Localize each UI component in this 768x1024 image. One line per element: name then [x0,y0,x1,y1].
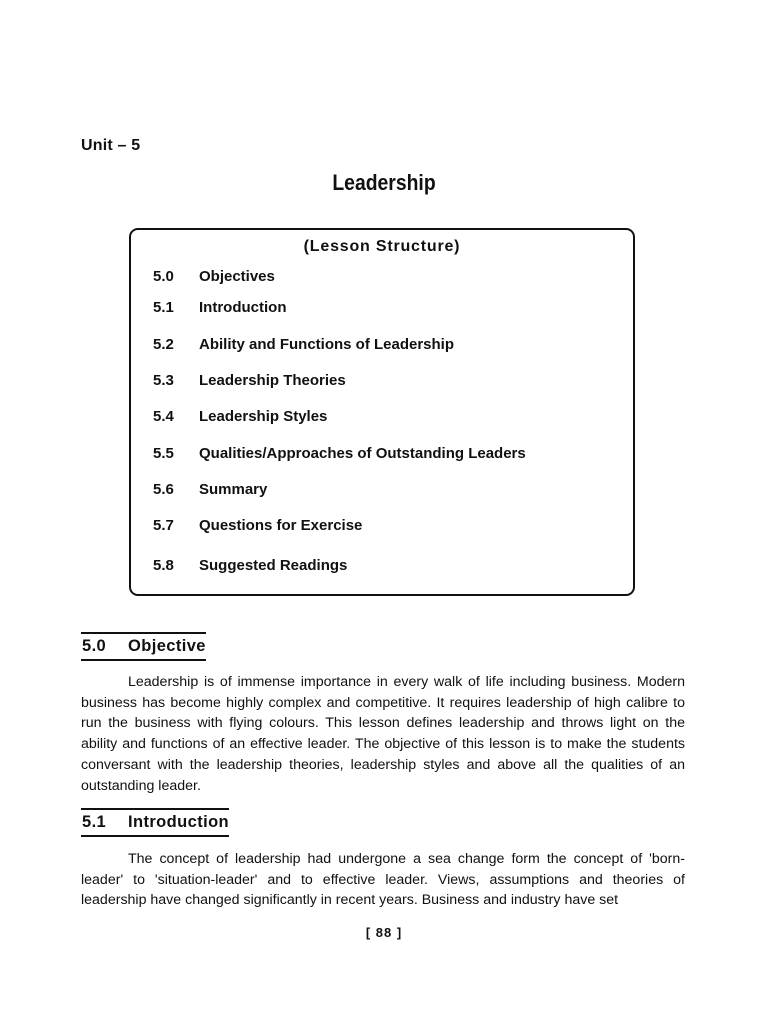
toc-item-label: Leadership Styles [199,408,328,425]
toc-item-number: 5.3 [153,372,174,389]
toc-item-number: 5.0 [153,268,174,285]
toc-item-label: Questions for Exercise [199,517,363,534]
toc-item [153,408,327,425]
toc-item-number: 5.2 [153,336,174,353]
toc-item [153,268,275,285]
lesson-structure-box [129,228,635,596]
toc-item [153,445,526,462]
unit-label: Unit – 5 [81,137,141,154]
section-heading-introduction [81,808,229,837]
toc-item-label: Introduction [199,299,287,316]
toc-item-number: 5.4 [153,408,174,425]
toc-item-label: Ability and Functions of Leadership [199,336,455,353]
section-title: Objective [128,637,206,655]
lesson-structure-heading: (Lesson Structure) [303,238,461,255]
toc-item-label: Leadership Theories [199,372,346,389]
toc-item-number: 5.7 [153,517,174,534]
toc-item-label: Objectives [199,268,275,285]
toc-item [153,299,286,316]
section-paragraph: Leadership is of immense importance in every walk of life including business. Modern business has become highly complex and competitive. It requires leadership of high calibre to run the business with flying colours. This lesson defines leadership and throws light on the ability and functions of an effective leader. The objective of this lesson is to make the students conversant with the leadership theories, leadership styles and above all the qualities of an outstanding leader. [81,674,685,794]
toc-item-label: Qualities/Approaches of Outstanding Leaders [199,445,526,462]
toc-item-number: 5.1 [153,299,174,316]
toc-item-number: 5.5 [153,445,174,462]
section-heading-objective [81,632,206,661]
page-title: Leadership [332,170,436,195]
toc-item [153,517,362,534]
toc-item [153,557,347,574]
toc-item-number: 5.6 [153,481,174,498]
toc-item [153,372,346,389]
section-number: 5.0 [82,637,107,655]
toc-item-label: Summary [199,481,268,498]
toc-item [153,481,267,498]
toc-item [153,336,454,353]
page-number: [ 88 ] [365,925,403,940]
section-number: 5.1 [82,813,107,831]
section-paragraph: The concept of leadership had undergone a sea change form the concept of 'born-leader' to 'situation-leader' and to effective leader. Views, assumptions and theories of leadership have changed significantly in recent years. Business and industry have set [81,851,685,909]
section-title: Introduction [128,813,230,831]
toc-item-number: 5.8 [153,557,174,574]
toc-item-label: Suggested Readings [199,557,348,574]
